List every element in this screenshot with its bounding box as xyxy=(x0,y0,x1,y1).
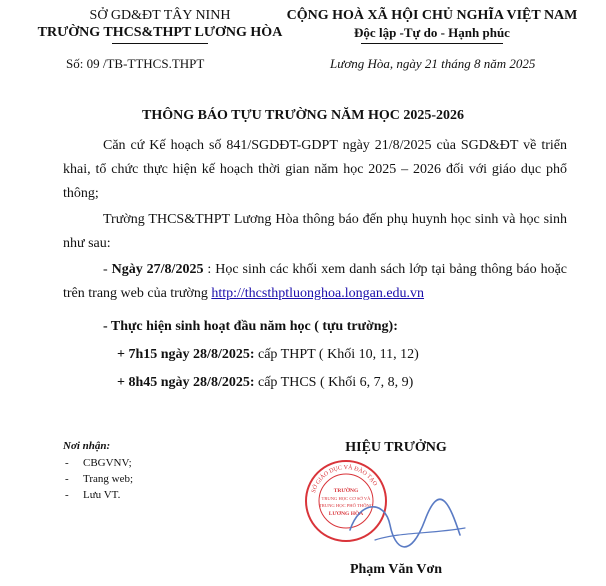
item-thpt-schedule xyxy=(117,343,419,367)
notice-title: THÔNG BÁO TỰU TRƯỜNG NĂM HỌC 2025-2026 xyxy=(141,108,464,123)
stamp-line-3: TRUNG HỌC PHỔ THÔNG xyxy=(318,503,374,508)
school-name: TRƯỜNG THCS&THPT LƯƠNG HÒA xyxy=(37,25,283,40)
list-item: - Trang web; xyxy=(65,473,134,485)
paragraph-basis xyxy=(63,134,567,206)
list-item: - Lưu VT. xyxy=(65,489,121,501)
recipients-block xyxy=(63,440,133,503)
list-item: - CBGVNV; xyxy=(65,457,132,469)
country-name: CỘNG HOÀ XÃ HỘI CHỦ NGHĨA VIỆT NAM xyxy=(286,8,578,23)
paragraph-announce xyxy=(63,208,567,256)
stamp-line-2: TRUNG HỌC CƠ SỞ VÀ xyxy=(321,496,371,501)
paragraph-announce-text: Trường THCS&THPT Lương Hòa thông báo đến phụ huynh học sinh và học sinh như sau: xyxy=(63,212,567,251)
national-motto: Độc lập -Tự do - Hạnh phúc xyxy=(354,25,510,40)
recipients-list xyxy=(63,455,133,503)
handwritten-signature xyxy=(330,490,480,570)
agency-name: SỞ GD&ĐT TÂY NINH xyxy=(89,8,231,23)
p3-prefix: - xyxy=(103,262,112,277)
school-website-link[interactable]: http://thcsthptluonghoa.longan.edu.vn xyxy=(211,286,425,301)
thpt-time: + 7h15 ngày 28/8/2025: xyxy=(117,347,255,362)
thcs-grades: cấp THCS ( Khối 6, 7, 8, 9) xyxy=(254,375,414,390)
recipients-title: Nơi nhận: xyxy=(63,440,111,452)
stamp-line-1: TRƯỜNG xyxy=(333,488,359,494)
signer-name: Phạm Văn Vơn xyxy=(349,562,443,577)
thpt-grades: cấp THPT ( Khối 10, 11, 12) xyxy=(254,347,419,362)
stamp-ring-text: SỞ GIÁO DỤC VÀ ĐÀO TẠO xyxy=(311,464,378,494)
stamp-line-4: LƯƠNG HÒA xyxy=(328,511,364,517)
thcs-time: + 8h45 ngày 28/8/2025: xyxy=(117,375,255,390)
paragraph-class-list xyxy=(63,258,567,306)
header-right-underline xyxy=(361,43,503,44)
item-thcs-schedule xyxy=(117,371,413,395)
place-date: Lương Hòa, ngày 21 tháng 8 năm 2025 xyxy=(330,56,536,71)
p3-text: : Học sinh các khối xem danh sách lớp tại bảng thông báo hoặc trên trang web của trường xyxy=(63,262,567,301)
item-opening-activity: - Thực hiện sinh hoạt đầu năm học ( tựu trường): xyxy=(103,319,398,334)
paragraph-basis-text: Căn cứ Kế hoạch số 841/SGDĐT-GDPT ngày 21/8/2025 của SGD&ĐT về triển khai, tổ chức thực hiện kế hoạch thời gian năm học 2025 – 2026 đối với giáo dục phổ thông; xyxy=(63,138,567,201)
document-number: Số: 09 /TB-TTHCS.THPT xyxy=(66,56,205,71)
header-left xyxy=(20,8,300,44)
p3-date: Ngày 27/8/2025 xyxy=(111,262,204,277)
principal-title: HIỆU TRƯỞNG xyxy=(345,440,447,455)
header-right xyxy=(282,8,582,44)
header-left-underline xyxy=(112,43,208,44)
